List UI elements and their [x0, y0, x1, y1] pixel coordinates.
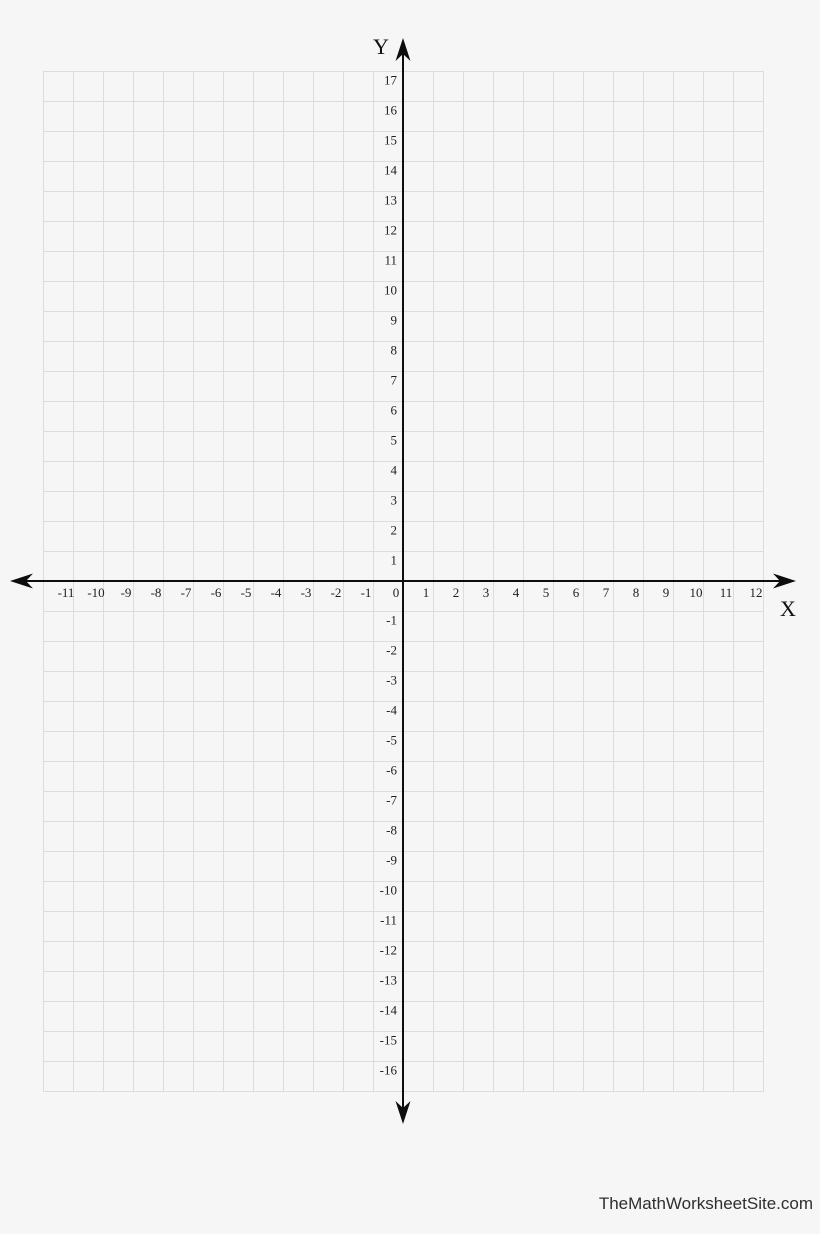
y-tick-label: 11: [384, 252, 397, 268]
y-tick-label: 14: [384, 162, 397, 178]
y-tick-label: -8: [386, 822, 397, 838]
x-tick-label: 12: [749, 585, 763, 600]
x-tick-label: -10: [87, 585, 105, 600]
x-tick-label: 3: [482, 585, 490, 600]
y-tick-label: 3: [390, 492, 397, 508]
x-axis-label: X: [780, 596, 796, 621]
x-tick-label: 9: [662, 585, 670, 600]
y-tick-label: -6: [386, 762, 397, 778]
x-tick-label: 1: [422, 585, 430, 600]
y-tick-label: -9: [386, 852, 397, 868]
x-tick-label: 6: [572, 585, 580, 600]
y-tick-label: -11: [380, 912, 397, 928]
y-tick-label: 1: [390, 552, 397, 568]
x-axis-left-arrowhead: [10, 574, 33, 589]
x-tick-label: -9: [120, 585, 132, 600]
y-tick-label: -3: [386, 672, 397, 688]
x-tick-label: -6: [210, 585, 222, 600]
y-tick-label: -4: [386, 702, 397, 718]
y-tick-label: 6: [390, 402, 397, 418]
y-tick-label: 8: [390, 342, 397, 358]
y-tick-label: 15: [384, 132, 397, 148]
y-tick-label: -5: [386, 732, 397, 748]
y-tick-label: 17: [384, 72, 397, 88]
coordinate-grid: [43, 71, 764, 1092]
x-axis-right-arrowhead: [773, 574, 796, 589]
y-tick-label: -16: [379, 1062, 397, 1078]
y-tick-label: -10: [379, 882, 397, 898]
x-tick-label: 5: [542, 585, 550, 600]
x-tick-label: -7: [180, 585, 192, 600]
y-axis-bottom-arrowhead: [396, 1101, 411, 1124]
y-tick-label: 2: [390, 522, 397, 538]
x-tick-label: 10: [689, 585, 703, 600]
y-tick-label: 16: [384, 102, 397, 118]
site-watermark: TheMathWorksheetSite.com: [598, 1194, 813, 1213]
x-tick-label: -8: [150, 585, 162, 600]
x-tick-label: 0: [392, 585, 400, 600]
y-tick-label: -14: [379, 1002, 397, 1018]
x-tick-label: 4: [512, 585, 520, 600]
x-tick-label: 2: [452, 585, 460, 600]
x-tick-label: 11: [719, 585, 733, 600]
x-tick-label: -4: [270, 585, 282, 600]
y-tick-label: 13: [384, 192, 397, 208]
y-tick-label: 5: [390, 432, 397, 448]
y-tick-label: -13: [379, 972, 397, 988]
y-tick-label: -15: [379, 1032, 397, 1048]
y-tick-label: -12: [379, 942, 397, 958]
x-tick-label: -11: [57, 585, 75, 600]
x-tick-label: -3: [300, 585, 312, 600]
y-tick-label: -2: [386, 642, 397, 658]
y-tick-label: 7: [390, 372, 397, 388]
x-tick-label: -5: [240, 585, 252, 600]
x-tick-label: 8: [632, 585, 640, 600]
y-tick-label: 9: [390, 312, 397, 328]
y-tick-label: -1: [386, 612, 397, 628]
y-axis-label: Y: [373, 34, 389, 59]
x-tick-label: -1: [360, 585, 372, 600]
y-tick-label: 10: [384, 282, 397, 298]
y-tick-label: 4: [390, 462, 397, 478]
y-tick-label: -7: [386, 792, 397, 808]
x-tick-label: 7: [602, 585, 610, 600]
y-tick-label: 12: [384, 222, 397, 238]
x-tick-label: -2: [330, 585, 342, 600]
y-axis-top-arrowhead: [396, 38, 411, 61]
